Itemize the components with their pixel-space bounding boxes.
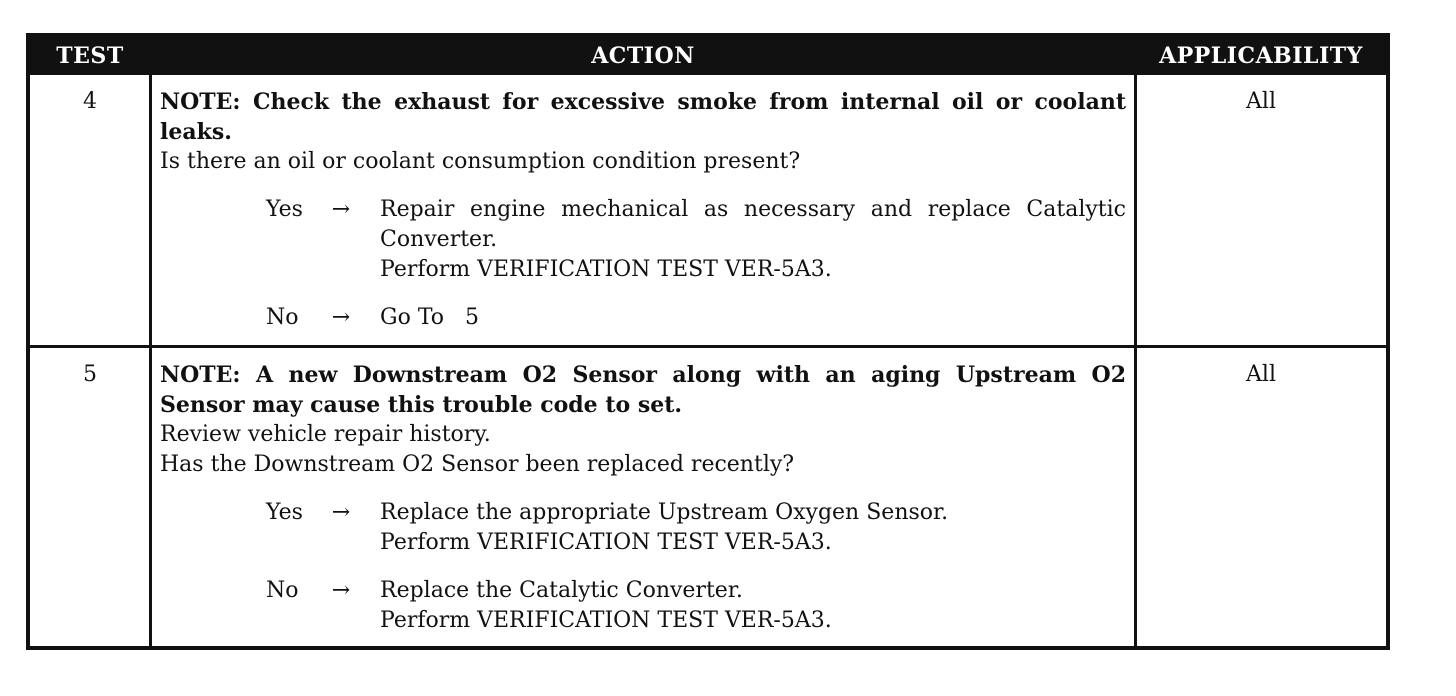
applicability-value: All — [1246, 89, 1276, 114]
diagnostic-test-table — [26, 33, 1390, 650]
no-instructions — [380, 576, 1126, 636]
yes-instruction-line: Replace the appropriate Upstream Oxygen Sensor. — [380, 500, 949, 525]
arrow-right-icon: → — [331, 578, 351, 603]
header-applicability: APPLICABILITY — [1159, 43, 1363, 69]
yes-instruction-line: Perform VERIFICATION TEST VER-5A3. — [380, 257, 832, 282]
no-label: No — [266, 578, 299, 603]
question-text: Has the Downstream O2 Sensor been replaced recently? — [160, 452, 795, 477]
yes-label: Yes — [266, 500, 303, 525]
no-branch — [266, 303, 1126, 333]
action-cell — [160, 87, 1126, 333]
yes-instruction-line: Perform VERIFICATION TEST VER-5A3. — [380, 530, 832, 555]
test-number: 4 — [83, 89, 97, 114]
test-number: 5 — [83, 362, 97, 387]
note-text: NOTE: A new Downstream O2 Sensor along with an aging Upstream O2 Sensor may cause this trouble code to set. — [160, 362, 1126, 418]
no-instruction-line: Perform VERIFICATION TEST VER-5A3. — [380, 608, 832, 633]
no-instructions — [380, 303, 1126, 333]
table-row-test-4 — [30, 75, 1386, 345]
no-label: No — [266, 305, 299, 330]
table-row-test-5 — [30, 348, 1386, 650]
no-instruction-line: Go To 5 — [380, 305, 479, 330]
header-action: ACTION — [591, 43, 695, 69]
header-test: TEST — [56, 43, 124, 69]
yes-label: Yes — [266, 197, 303, 222]
no-instruction-line: Replace the Catalytic Converter. — [380, 578, 743, 603]
yes-instructions — [380, 195, 1126, 285]
note-text: NOTE: Check the exhaust for excessive smoke from internal oil or coolant leaks. — [160, 89, 1126, 145]
action-cell — [160, 360, 1126, 636]
arrow-right-icon: → — [331, 197, 351, 222]
yes-branch — [266, 498, 1126, 558]
applicability-value: All — [1246, 362, 1276, 387]
instruction-text: Review vehicle repair history. — [160, 422, 491, 447]
yes-instruction-line: Repair engine mechanical as necessary and replace Catalytic Converter. — [380, 197, 1126, 252]
question-text: Is there an oil or coolant consumption condition present? — [160, 149, 801, 174]
no-branch — [266, 576, 1126, 636]
table-header — [30, 37, 1386, 75]
arrow-right-icon: → — [331, 500, 351, 525]
yes-instructions — [380, 498, 1126, 558]
yes-branch — [266, 195, 1126, 285]
arrow-right-icon: → — [331, 305, 351, 330]
